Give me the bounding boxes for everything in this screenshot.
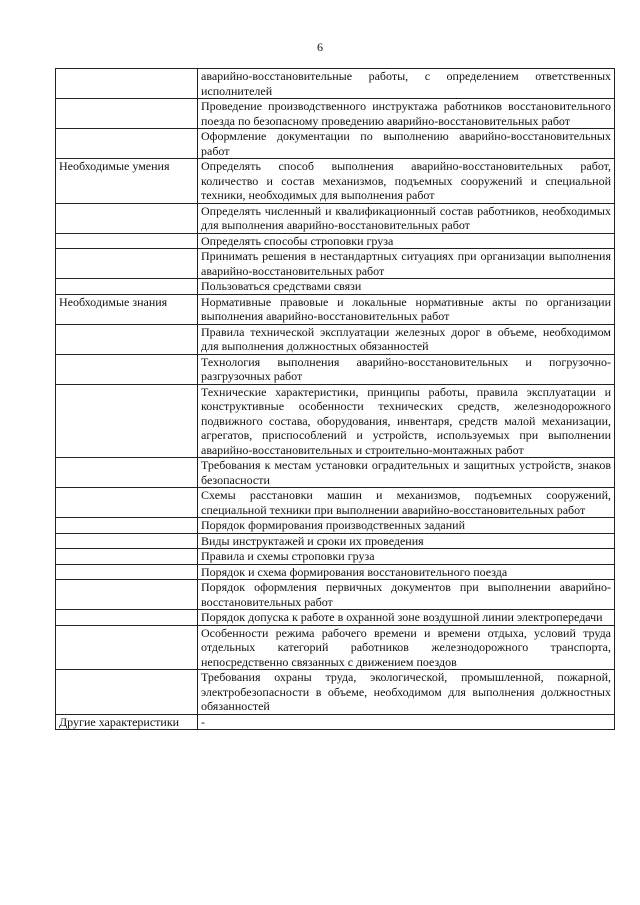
section-item: Особенности режима рабочего времени и времени отдыха, условий труда отдельных категорий работников железнодорожного транспорта, непосредственно связанных с движением поездов: [198, 625, 615, 670]
section-label-continuation: [56, 384, 198, 458]
section-label-continuation: [56, 458, 198, 488]
section-item: Схемы расстановки машин и механизмов, подъемных сооружений, специальной техники при выполнении аварийно-восстановительных работ: [198, 488, 615, 518]
table-row: [56, 99, 615, 129]
section-label-continuation: [56, 354, 198, 384]
table-row: [56, 249, 615, 279]
section-label-continuation: [56, 324, 198, 354]
section-label: Другие характеристики: [56, 714, 198, 730]
table-row: [56, 549, 615, 565]
section-label: [56, 69, 198, 99]
table-row: [56, 384, 615, 458]
section-label-continuation: [56, 203, 198, 233]
section-item: Порядок формирования производственных заданий: [198, 518, 615, 534]
section-item: Оформление документации по выполнению аварийно-восстановительных работ: [198, 129, 615, 159]
section-label-continuation: [56, 580, 198, 610]
section-label-continuation: [56, 488, 198, 518]
section-label: Необходимые знания: [56, 294, 198, 324]
section-item: Порядок оформления первичных документов при выполнении аварийно-восстановительных работ: [198, 580, 615, 610]
table-row: [56, 488, 615, 518]
section-item: Порядок допуска к работе в охранной зоне воздушной линии электропередачи: [198, 610, 615, 626]
table-row: [56, 714, 615, 730]
table-row: [56, 233, 615, 249]
section-label-continuation: [56, 549, 198, 565]
competency-table: [55, 68, 615, 730]
section-label-continuation: [56, 279, 198, 295]
section-item: Определять способы строповки груза: [198, 233, 615, 249]
section-label-continuation: [56, 533, 198, 549]
table-row: [56, 564, 615, 580]
section-item: Технические характеристики, принципы работы, правила эксплуатации и конструктивные особенности технических средств, железнодорожного подвижного состава, оборудования, инвентаря, средств малой механизации, агрегатов, приспособлений и устройств, используемых при выполнении аварийно-восстановительных и строительно-монтажных работ: [198, 384, 615, 458]
section-item: Определять способ выполнения аварийно-восстановительных работ, количество и состав механизмов, подъемных сооружений и специальной техники, необходимых для выполнения работ: [198, 159, 615, 204]
section-item: Виды инструктажей и сроки их проведения: [198, 533, 615, 549]
section-item: Требования охраны труда, экологической, промышленной, пожарной, электробезопасности в объеме, необходимом для выполнения должностных обязанностей: [198, 670, 615, 715]
section-label: Необходимые умения: [56, 159, 198, 204]
table-row: [56, 203, 615, 233]
table-row: [56, 518, 615, 534]
section-label-continuation: [56, 249, 198, 279]
section-item: Пользоваться средствами связи: [198, 279, 615, 295]
table-row: [56, 354, 615, 384]
section-label-continuation: [56, 625, 198, 670]
table-row: [56, 625, 615, 670]
table-row: [56, 610, 615, 626]
page-number: 6: [317, 40, 323, 54]
section-item: Правила и схемы строповки груза: [198, 549, 615, 565]
section-label-continuation: [56, 610, 198, 626]
section-label-continuation: [56, 99, 198, 129]
table-row: [56, 279, 615, 295]
section-item: аварийно-восстановительные работы, с определением ответственных исполнителей: [198, 69, 615, 99]
table-row: [56, 324, 615, 354]
table-row: [56, 533, 615, 549]
section-item: -: [198, 714, 615, 730]
section-item: Определять численный и квалификационный состав работников, необходимых для выполнения аварийно-восстановительных работ: [198, 203, 615, 233]
table-row: [56, 129, 615, 159]
section-item: Нормативные правовые и локальные нормативные акты по организации выполнения аварийно-восстановительных работ: [198, 294, 615, 324]
table-row: [56, 294, 615, 324]
table-row: [56, 670, 615, 715]
section-label-continuation: [56, 670, 198, 715]
table-row: [56, 69, 615, 99]
table-row: [56, 159, 615, 204]
section-item: Проведение производственного инструктажа работников восстановительного поезда по безопасному проведению аварийно-восстановительных работ: [198, 99, 615, 129]
section-item: Порядок и схема формирования восстановительного поезда: [198, 564, 615, 580]
section-label-continuation: [56, 233, 198, 249]
section-label-continuation: [56, 129, 198, 159]
section-item: Технология выполнения аварийно-восстановительных и погрузочно-разгрузочных работ: [198, 354, 615, 384]
section-item: Правила технической эксплуатации железных дорог в объеме, необходимом для выполнения должностных обязанностей: [198, 324, 615, 354]
section-label-continuation: [56, 518, 198, 534]
section-item: Принимать решения в нестандартных ситуациях при организации выполнения аварийно-восстановительных работ: [198, 249, 615, 279]
table-row: [56, 458, 615, 488]
table-row: [56, 580, 615, 610]
section-item: Требования к местам установки оградительных и защитных устройств, знаков безопасности: [198, 458, 615, 488]
section-label-continuation: [56, 564, 198, 580]
